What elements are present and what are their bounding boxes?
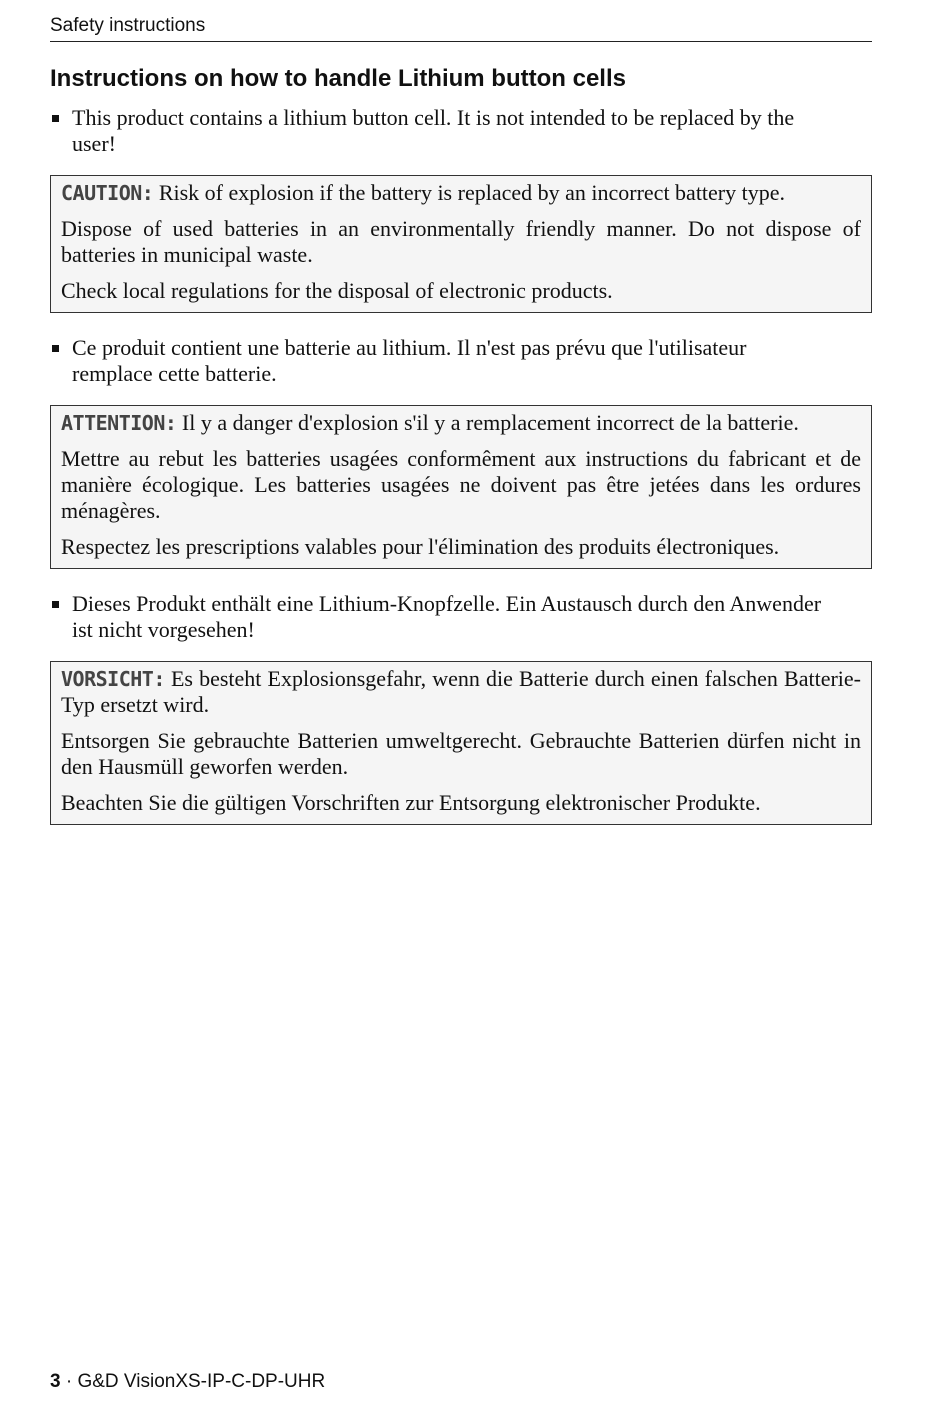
notice-paragraph: Check local regulations for the disposal of electronic products. — [61, 278, 613, 303]
notice-lead-text: Es besteht Explosionsgefahr, wenn die Batterie durch einen falschen Batterie-Typ ersetzt wird. — [61, 666, 862, 717]
running-header: Safety instructions — [50, 14, 872, 42]
notice-label: VORSICHT: — [61, 667, 165, 691]
page-footer — [50, 1370, 325, 1394]
caution-box-german — [50, 661, 872, 825]
square-bullet-icon — [52, 345, 59, 352]
notice-lead-paragraph — [61, 180, 861, 206]
product-name: G&D VisionXS-IP-C-DP-UHR — [77, 1371, 326, 1392]
bullet-item-german — [50, 591, 832, 643]
notice-paragraph: Mettre au rebut les batteries usagées conformêment aux instructions du fabricant et de manière écologique. Les batteries usagées ne doivent pas être jetées dans les ordures ménagères. — [61, 446, 861, 523]
bullet-text: This product contains a lithium button cell. It is not intended to be replaced by the user! — [72, 105, 795, 156]
notice-label: CAUTION: — [61, 181, 154, 205]
caution-box-english — [50, 175, 872, 313]
footer-separator: · — [65, 1371, 73, 1392]
bullet-item-english — [50, 105, 832, 157]
notice-paragraph: Respectez les prescriptions valables pour l'élimination des produits électroniques. — [61, 534, 780, 559]
square-bullet-icon — [52, 115, 59, 122]
caution-box-french — [50, 405, 872, 569]
bullet-text: Dieses Produkt enthält eine Lithium-Knopfzelle. Ein Austausch durch den Anwender ist nicht vorgesehen! — [72, 591, 822, 642]
notice-paragraph: Dispose of used batteries in an environmentally friendly manner. Do not dispose of batteries in municipal waste. — [61, 216, 861, 267]
notice-lead-text: Il y a danger d'explosion s'il y a remplacement incorrect de la batterie. — [181, 410, 799, 435]
notice-paragraph: Entsorgen Sie gebrauchte Batterien umweltgerecht. Gebrauchte Batterien dürfen nicht in den Hausmüll geworfen werden. — [61, 728, 861, 779]
notice-lead-paragraph — [61, 410, 861, 436]
section-content — [50, 105, 872, 847]
page-number: 3 — [50, 1371, 61, 1392]
notice-label: ATTENTION: — [61, 411, 177, 435]
notice-lead-paragraph — [61, 666, 861, 718]
bullet-text: Ce produit contient une batterie au lithium. Il n'est pas prévu que l'utilisateur remplace cette batterie. — [72, 335, 747, 386]
section-title: Instructions on how to handle Lithium button cells — [50, 65, 626, 92]
bullet-item-french — [50, 335, 832, 387]
square-bullet-icon — [52, 601, 59, 608]
notice-lead-text: Risk of explosion if the battery is replaced by an incorrect battery type. — [158, 180, 786, 205]
notice-paragraph: Beachten Sie die gültigen Vorschriften zur Entsorgung elektronischer Produkte. — [61, 790, 761, 815]
